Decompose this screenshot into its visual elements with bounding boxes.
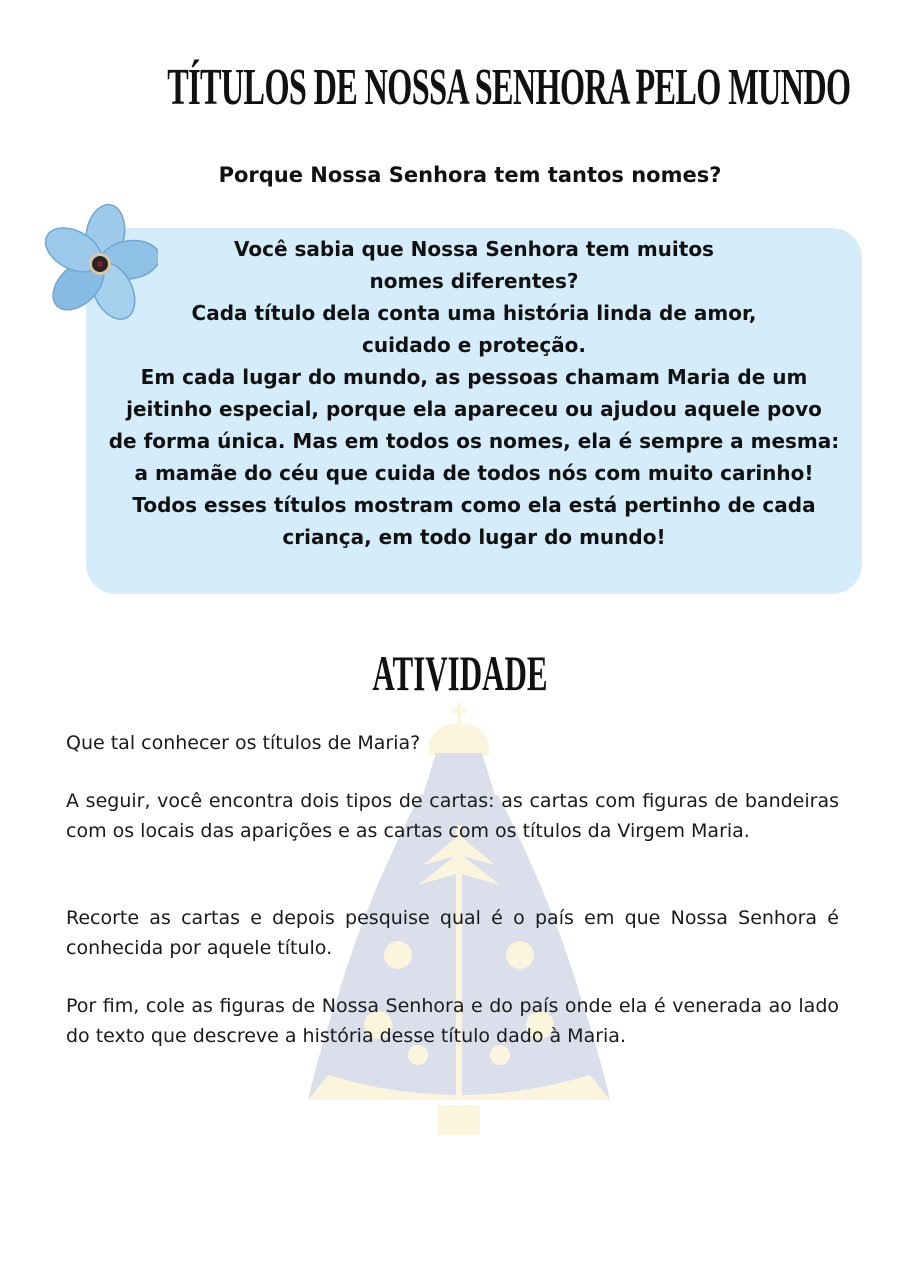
info-line: Em cada lugar do mundo, as pessoas chamam Maria de um [140,365,808,389]
activity-paragraph: Por fim, cole as figuras de Nossa Senhora e do país onde ela é venerada ao lado do texto que descreve a história desse título dado à Maria. [66,995,839,1047]
info-line: de forma única. Mas em todos os nomes, ela é sempre a mesma: [108,429,840,453]
info-line: cuidado e proteção. [361,333,587,357]
info-line: Cada título dela conta uma história linda de amor, [191,301,757,325]
activity-title: ATIVIDADE [372,645,548,701]
info-line: Todos esses títulos mostram como ela está pertinho de cada [132,493,816,517]
activity-paragraph: Recorte as cartas e depois pesquise qual é o país em que Nossa Senhora é conhecida por aquele título. [66,907,839,959]
activity-paragraph: A seguir, você encontra dois tipos de cartas: as cartas com figuras de bandeiras com os locais das aparições e as cartas com os títulos da Virgem Maria. [66,790,839,842]
info-line: jeitinho especial, porque ela apareceu ou ajudou aquele povo [126,397,822,421]
page-title: TÍTULOS DE NOSSA SENHORA PELO MUNDO [167,59,851,116]
info-line: Você sabia que Nossa Senhora tem muitos [234,237,714,261]
activity-paragraph: Que tal conhecer os títulos de Maria? [66,732,421,754]
info-text [86,233,862,553]
page-subtitle: Porque Nossa Senhora tem tantos nomes? [218,163,722,187]
info-line: a mamãe do céu que cuida de todos nós com muito carinho! [134,461,814,485]
info-line: criança, em todo lugar do mundo! [282,525,666,549]
info-line: nomes diferentes? [369,269,579,293]
